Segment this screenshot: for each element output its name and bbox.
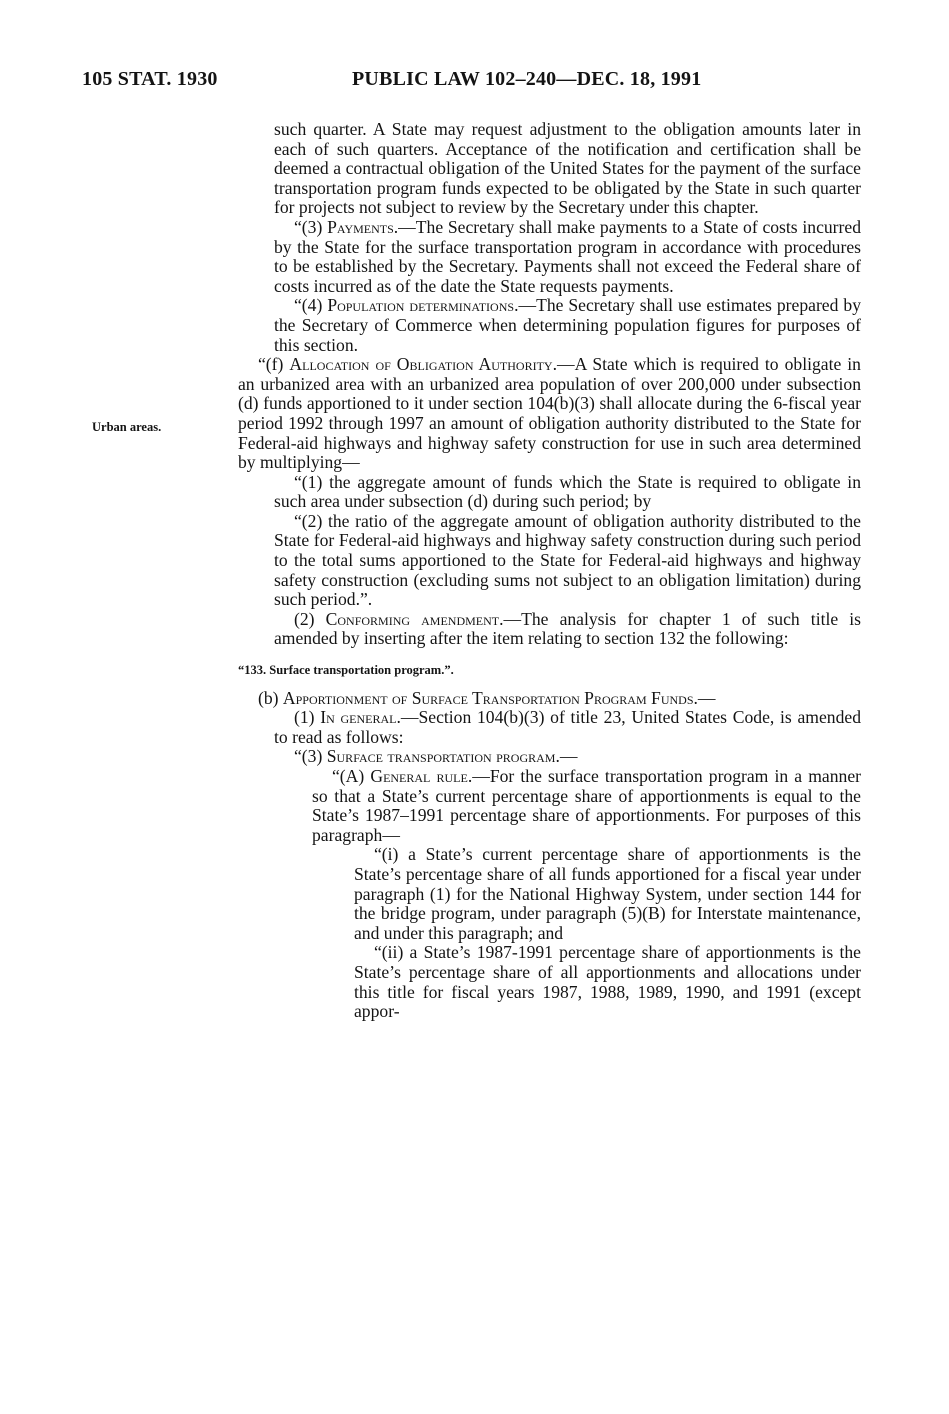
paragraph-f-2: “(2) the ratio of the aggregate amount of obligation authority distributed to the State for Federal-aid highways and highway safety construction during such period to the total sums apportioned to the State for Federal-aid highways and highway safety construction (excluding sums not subject to an obligation limitation) during such period.”. <box>274 510 861 610</box>
public-law-citation: PUBLIC LAW 102–240—DEC. 18, 1991 <box>352 68 702 90</box>
paragraph-conforming-amendment: (2) Conforming amendment.—The analysis for chapter 1 of such title is amended by inserting after the item relating to section 132 the following: <box>274 608 861 649</box>
heading-apportionment: Apportionment of Surface Transportation Program Funds <box>282 687 694 708</box>
paragraph-population-determinations: “(4) Population determinations.—The Secretary shall use estimates prepared by the Secretary of Commerce when determining population figures for purposes of this section. <box>274 295 861 355</box>
heading-surface-transportation-program: Surface transportation program <box>326 746 556 767</box>
table-of-contents-item: “133. Surface transportation program.”. <box>238 663 454 678</box>
heading-general-rule: General rule <box>370 766 468 786</box>
paragraph-in-general: (1) In general.—Section 104(b)(3) of title 23, United States Code, is amended to read as follows: <box>274 707 861 747</box>
paragraph-payments: “(3) Payments.—The Secretary shall make payments to a State of costs incurred by the State for the surface transportation program in accordance with procedures to be established by the Secretary. Payments shall not exceed the Federal share of costs incurred as of the date the State requests payments. <box>274 216 862 296</box>
margin-note: Urban areas. <box>92 420 162 434</box>
paragraph-continuation: such quarter. A State may request adjustment to the obligation amounts later in each of such quarters. Acceptance of the notification and certification shall be deemed a contractual obligation of the United States for the payment of the surface transportation program funds expected to be obligated by the State in such quarter for projects not subject to review by the Secretary under this chapter. <box>274 119 861 218</box>
heading-population-determinations: Population determinations <box>327 295 515 316</box>
paragraph-clause-i: “(i) a State’s current percentage share of apportionments is the State’s percentage share of all funds apportioned for a fiscal year under paragraph (1) for the National Highway System, under section 144 for the bridge program, under paragraph (5)(B) for Interstate maintenance, and under this paragraph; and <box>354 844 861 943</box>
heading-payments: Payments <box>327 216 394 237</box>
paragraph-allocation-of-obligation-authority: “(f) Allocation of Obligation Authority.—A State which is required to obligate in an urbanized area with an urbanized area population of over 200,000 under subsection (d) funds apportioned to it under section 104(b)(3) shall allocate during the 6-fiscal year period 1992 through 1997 an amount of obligation authority distributed to the State for Federal-aid highways and highway safety construction for use in such area determined by multiplying— <box>238 354 861 473</box>
paragraph-apportionment: (b) Apportionment of Surface Transportation Program Funds.— <box>258 687 716 708</box>
paragraph-f-1: “(1) the aggregate amount of funds which the State is required to obligate in such area under subsection (d) during such period; by <box>274 471 861 512</box>
document-body <box>238 120 861 1022</box>
heading-allocation-of-obligation-authority: Allocation of Obligation Authority <box>289 354 553 375</box>
paragraph-surface-transportation-program: “(3) Surface transportation program.— <box>294 746 578 767</box>
statute-page-number: 105 STAT. 1930 <box>82 68 218 90</box>
page-header <box>82 68 782 98</box>
paragraph-general-rule: “(A) General rule.—For the surface transportation program in a manner so that a State’s current percentage share of apportionments is equal to the State’s 1987–1991 percentage share of apportionments. For purposes of this paragraph— <box>312 766 861 845</box>
heading-in-general: In general <box>320 707 397 728</box>
heading-conforming-amendment: Conforming amendment <box>325 608 500 629</box>
paragraph-clause-ii: “(ii) a State’s 1987-1991 percentage share of apportionments is the State’s percentage share of all apportionments and allocations under this title for fiscal years 1987, 1988, 1989, 1990, and 1991 (except appor- <box>354 942 861 1022</box>
